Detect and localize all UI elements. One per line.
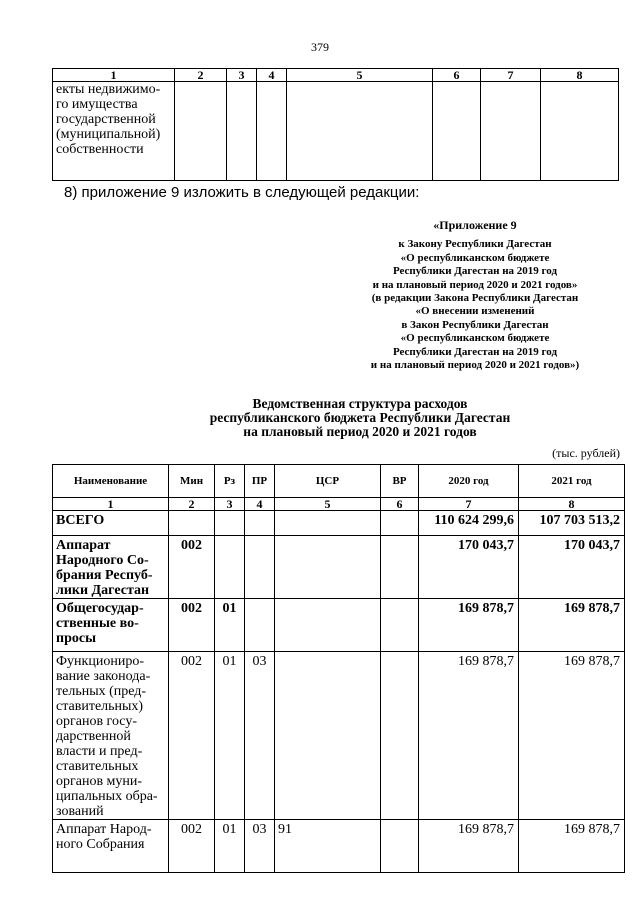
column-number: 1: [53, 69, 175, 82]
row-rz: [215, 536, 245, 599]
row-csr: [275, 511, 381, 536]
row-2020: 170 043,7: [419, 536, 519, 599]
column-number: 4: [257, 69, 287, 82]
row-name: Общегосудар-ственные во-просы: [53, 599, 169, 652]
appendix-line: и на плановый период 2020 и 2021 годов»: [372, 278, 578, 291]
column-number: 4: [245, 498, 275, 511]
row-min: 002: [169, 652, 215, 820]
column-number: 5: [275, 498, 381, 511]
header-name: Наименование: [53, 465, 169, 498]
row-2020: 169 878,7: [419, 599, 519, 652]
row-2021: 169 878,7: [519, 599, 625, 652]
row-csr: 91: [275, 820, 381, 873]
column-number: 2: [169, 498, 215, 511]
row-pr: [245, 599, 275, 652]
empty-cell: [257, 82, 287, 181]
row-name: Аппарат Народ-ного Собрания: [53, 820, 169, 873]
appendix-block: [330, 219, 620, 372]
row-rz: 01: [215, 599, 245, 652]
row-csr: [275, 652, 381, 820]
table-title-line: на плановый период 2020 и 2021 годов: [243, 424, 477, 439]
appendix-line: в Закон Республики Дагестан: [401, 318, 549, 331]
header-vr: ВР: [381, 465, 419, 498]
table-title-line: Ведомственная структура расходов: [252, 396, 468, 411]
row-2021: 107 703 513,2: [519, 511, 625, 536]
column-number: 8: [519, 498, 625, 511]
row-2020: 110 624 299,6: [419, 511, 519, 536]
table-title: [140, 397, 580, 439]
row-name: ВСЕГО: [53, 511, 169, 536]
appendix-line: Республики Дагестан на 2019 год: [392, 345, 558, 358]
appendix-line: к Закону Республики Дагестан: [398, 238, 552, 251]
appendix-line: и на плановый период 2020 и 2021 годов»): [370, 359, 580, 372]
row-rz: [215, 511, 245, 536]
row-pr: 03: [245, 652, 275, 820]
header-pr: ПР: [245, 465, 275, 498]
appendix-line: «О республиканском бюджете: [400, 251, 550, 264]
row-csr: [275, 536, 381, 599]
column-number: 6: [381, 498, 419, 511]
column-number: 1: [53, 498, 169, 511]
empty-cell: [175, 82, 227, 181]
appendix-title: «Приложение 9: [433, 218, 517, 232]
row-2021: 169 878,7: [519, 652, 625, 820]
appendix-line: «О внесении изменений: [415, 305, 535, 318]
row-pr: [245, 536, 275, 599]
row-pr: [245, 511, 275, 536]
header-2021: 2021 год: [519, 465, 625, 498]
row-min: 002: [169, 599, 215, 652]
appendix-line: Республики Дагестан на 2019 год: [392, 265, 558, 278]
row-rz: 01: [215, 652, 245, 820]
table-row: [53, 599, 625, 652]
row-vr: [381, 820, 419, 873]
instruction-text: 8) приложение 9 изложить в следующей редакции:: [64, 184, 420, 201]
appendix-line: «О республиканском бюджете: [400, 332, 550, 345]
row-pr: 03: [245, 820, 275, 873]
row-name: Функциониро-вание законода-тельных (пред-ставительных) органов госу-дарственной власти и пред-ставительных органов муни-ципальных обра-зований: [53, 652, 169, 820]
row-min: 002: [169, 820, 215, 873]
header-min: Мин: [169, 465, 215, 498]
row-2020: 169 878,7: [419, 820, 519, 873]
table-title-line: республиканского бюджета Республики Дагестан: [209, 410, 511, 425]
table-row: [53, 652, 625, 820]
column-number-row: [53, 498, 625, 511]
row-2021: 169 878,7: [519, 820, 625, 873]
empty-cell: [481, 82, 541, 181]
table-row: [53, 536, 625, 599]
continuation-table: [52, 68, 619, 181]
budget-table: [52, 464, 625, 873]
row-min: 002: [169, 536, 215, 599]
column-number: 5: [287, 69, 433, 82]
header-row: [53, 465, 625, 498]
row-csr: [275, 599, 381, 652]
column-number: 7: [481, 69, 541, 82]
name-cell: екты недвижимо-го имущества государственной (муниципальной) собственности: [53, 82, 175, 181]
column-number: 6: [433, 69, 481, 82]
row-2020: 169 878,7: [419, 652, 519, 820]
table-row: [53, 820, 625, 873]
row-2021: 170 043,7: [519, 536, 625, 599]
row-vr: [381, 536, 419, 599]
column-number: 2: [175, 69, 227, 82]
empty-cell: [287, 82, 433, 181]
units-label: (тыс. рублей): [552, 446, 620, 460]
column-number: 3: [215, 498, 245, 511]
table-row: [53, 511, 625, 536]
header-rz: Рз: [215, 465, 245, 498]
header-csr: ЦСР: [275, 465, 381, 498]
empty-cell: [227, 82, 257, 181]
appendix-line: (в редакции Закона Республики Дагестан: [371, 292, 579, 305]
column-number: 7: [419, 498, 519, 511]
column-number: 3: [227, 69, 257, 82]
column-number: 8: [541, 69, 619, 82]
row-vr: [381, 599, 419, 652]
empty-cell: [433, 82, 481, 181]
row-vr: [381, 652, 419, 820]
row-name: Аппарат Народного Со-брания Респуб-лики Дагестан: [53, 536, 169, 599]
page-number: 379: [311, 40, 329, 54]
row-rz: 01: [215, 820, 245, 873]
table-row: [53, 82, 619, 181]
header-2020: 2020 год: [419, 465, 519, 498]
row-vr: [381, 511, 419, 536]
empty-cell: [541, 82, 619, 181]
row-min: [169, 511, 215, 536]
